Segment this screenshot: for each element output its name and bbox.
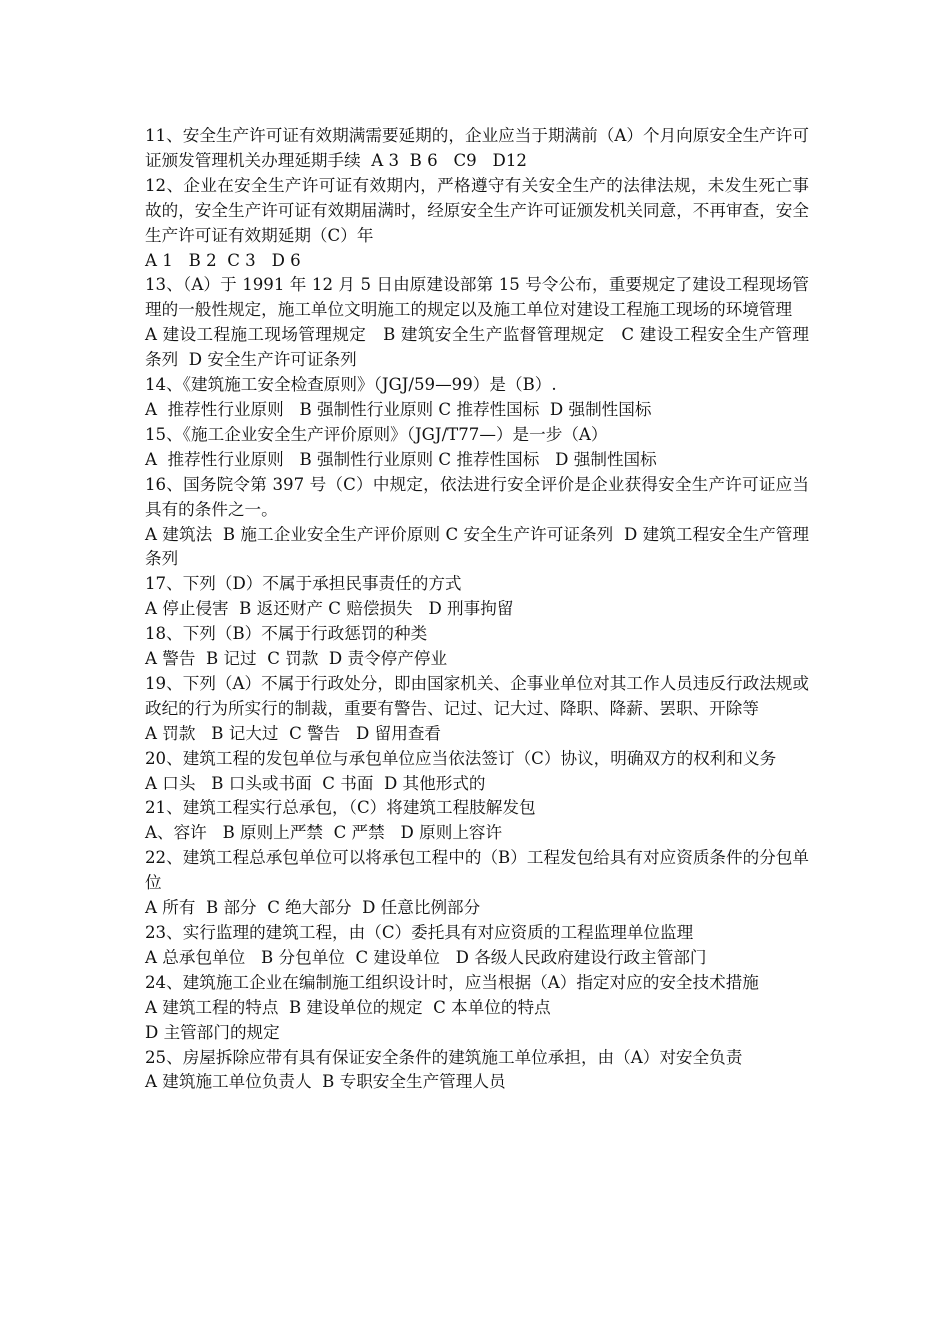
question-16: 16、国务院令第 397 号（C）中规定，依法进行安全评价是企业获得安全生产许可证应当具有的条件之一。 (145, 474, 809, 519)
options-22: A 所有 B 部分 C 绝大部分 D 任意比例部分 (145, 898, 481, 918)
options-15: A 推荐性行业原则 B 强制性行业原则 C 推荐性国标 D 强制性国标 (145, 449, 657, 469)
question-11: 11、安全生产许可证有效期满需要延期的，企业应当于期满前（A）个月向原安全生产许可证颁发管理机关办理延期手续 A 3 B 6 C9 D12 (145, 126, 809, 170)
options-17: A 停止侵害 B 返还财产 C 赔偿损失 D 刑事拘留 (145, 599, 514, 619)
question-14: 14、《建筑施工安全检查原则》（JGJ/59—99）是（B）. (145, 375, 557, 395)
document-body (145, 124, 809, 1095)
options-20: A 口头 B 口头或书面 C 书面 D 其他形式的 (145, 773, 486, 793)
options-21: A、容许 B 原则上严禁 C 严禁 D 原则上容许 (145, 823, 503, 843)
question-23: 23、实行监理的建筑工程，由（C）委托具有对应资质的工程监理单位监理 (145, 923, 694, 942)
options-13: A 建设工程施工现场管理规定 B 建筑安全生产监督管理规定 C 建设工程安全生产管理条列 D 安全生产许可证条列 (145, 325, 809, 370)
options-18: A 警告 B 记过 C 罚款 D 责令停产停业 (145, 649, 448, 669)
question-15: 15、《施工企业安全生产评价原则》（JGJ/T77—）是一步（A） (145, 424, 608, 444)
options-14: A 推荐性行业原则 B 强制性行业原则 C 推荐性国标 D 强制性国标 (145, 399, 652, 419)
question-25: 25、房屋拆除应带有具有保证安全条件的建筑施工单位承担，由（A）对安全负责 (145, 1047, 743, 1067)
question-21: 21、建筑工程实行总承包，（C）将建筑工程肢解发包 (145, 798, 536, 818)
question-20: 20、建筑工程的发包单位与承包单位应当依法签订（C）协议，明确双方的权利和义务 (145, 748, 777, 768)
question-12: 12、企业在安全生产许可证有效期内，严格遵守有关安全生产的法律法规，未发生死亡事故的，安全生产许可证有效期届满时，经原安全生产许可证颁发机关同意，不再审查，安全生产许可证有效期延期（C）年 (145, 175, 809, 245)
options-24b: D 主管部门的规定 (145, 1022, 280, 1042)
options-12: A 1 B 2 C 3 D 6 (145, 250, 301, 270)
question-24: 24、建筑施工企业在编制施工组织设计时，应当根据（A）指定对应的安全技术措施 (145, 972, 759, 992)
question-17: 17、下列（D）不属于承担民事责任的方式 (145, 574, 462, 594)
options-25: A 建筑施工单位负责人 B 专职安全生产管理人员 (145, 1072, 506, 1092)
options-16: A 建筑法 B 施工企业安全生产评价原则 C 安全生产许可证条列 D 建筑工程安全生产管理条列 (145, 524, 809, 569)
options-19: A 罚款 B 记大过 C 警告 D 留用查看 (145, 723, 442, 743)
question-22: 22、建筑工程总承包单位可以将承包工程中的（B）工程发包给具有对应资质条件的分包单位 (145, 848, 809, 893)
question-13: 13、（A）于 1991 年 12 月 5 日由原建设部第 15 号令公布，重要规定了建设工程现场管理的一般性规定，施工单位文明施工的规定以及施工单位对建设工程施工现场的环境管理 (145, 275, 809, 320)
question-19: 19、下列（A）不属于行政处分，即由国家机关、企事业单位对其工作人员违反行政法规或政纪的行为所实行的制裁，重要有警告、记过、记大过、降职、降薪、罢职、开除等 (145, 673, 809, 718)
options-24a: A 建筑工程的特点 B 建设单位的规定 C 本单位的特点 (145, 997, 551, 1017)
options-23: A 总承包单位 B 分包单位 C 建设单位 D 各级人民政府建设行政主管部门 (145, 947, 707, 967)
question-18: 18、下列（B）不属于行政惩罚的种类 (145, 624, 428, 644)
